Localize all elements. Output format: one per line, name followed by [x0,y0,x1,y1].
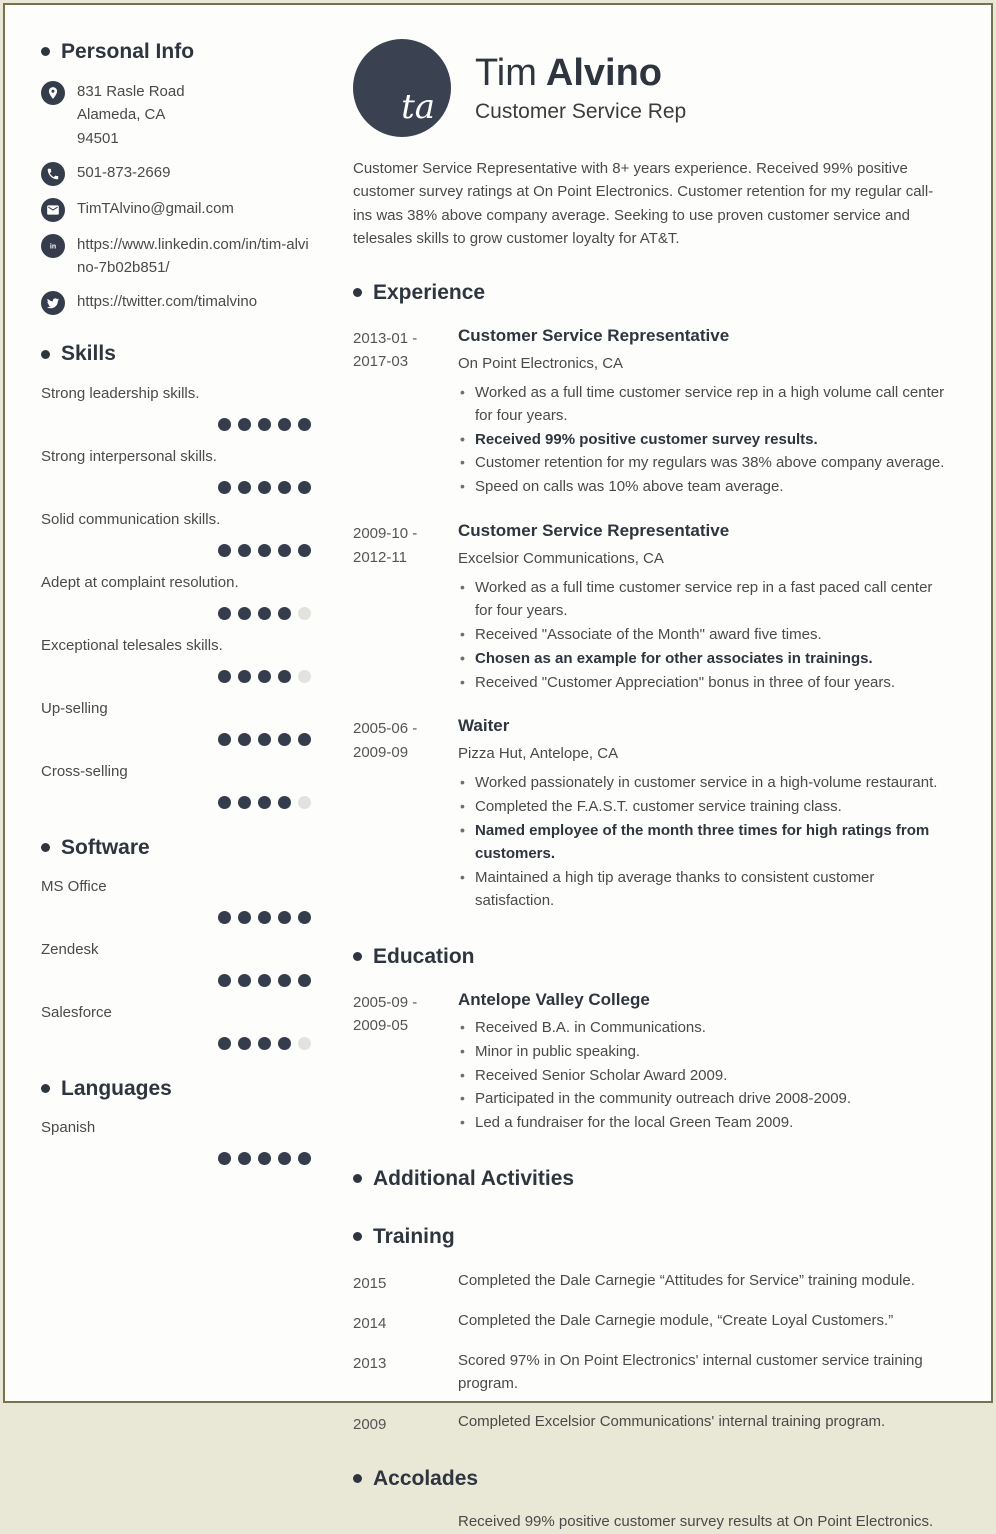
contact-item [41,161,313,186]
training-rows [353,1270,949,1437]
avatar [353,39,451,137]
contact-list [41,80,313,315]
bullet-item: • Completed the F.A.S.T. customer service training class. [458,796,949,819]
company-location: Pizza Hut, Antelope, CA [458,745,619,763]
rating-dot-filled [218,796,231,809]
rated-item-label: Adept at complaint resolution. [41,573,239,591]
rating-dot-filled [218,1152,231,1165]
contact-line: 94501 [77,129,119,147]
entry-title: Customer Service Representative [458,326,730,346]
sidebar [41,39,313,1401]
date-line: 2009-10 - [353,525,418,543]
rating-dot-filled [238,1152,251,1165]
contact-line: 501-873-2669 [77,163,171,181]
contact-item [41,290,313,315]
bullet-item: • Speed on calls was 10% above team average. [458,476,949,499]
section-heading-label: Personal Info [61,40,195,63]
rating-dot-filled [218,481,231,494]
rating-dots [41,733,313,746]
rating-dot-filled [218,670,231,683]
bullet-item: • Worked passionately in customer service in a high-volume restaurant. [458,772,949,795]
rating-dots [41,911,313,924]
bullet-item: • Chosen as an example for other associates in trainings. [458,648,949,671]
rated-item [41,383,313,431]
entry-body [458,520,949,695]
rated-item-label: Solid communication skills. [41,510,221,528]
bullet-item: • Minor in public speaking. [458,1041,949,1064]
rated-item-label: Cross-selling [41,762,128,780]
rating-dot-filled [258,911,271,924]
section-heading-label: Experience [373,281,486,304]
rating-dot-filled [278,974,291,987]
email-icon [41,198,65,222]
bullet-item: • Received 99% positive customer survey results. [458,429,949,452]
additional-activities-section [353,1166,949,1194]
rating-dot-empty [298,796,311,809]
accolades-text: Received 99% positive customer survey results at On Point Electronics. [458,1513,934,1531]
rating-dot-filled [258,733,271,746]
bullet-item: • Named employee of the month three times for high ratings from customers. [458,820,949,866]
rating-dot-filled [278,544,291,557]
rated-item-label: Zendesk [41,940,99,958]
bullet-list [458,382,949,500]
section-bullet-icon [41,1084,50,1093]
languages-heading [41,1076,313,1101]
personal-info-section [41,39,313,315]
training-year: 2009 [353,1415,387,1433]
date-line: 2012-11 [353,548,407,566]
section-bullet-icon [353,288,362,297]
entry-title: Customer Service Representative [458,521,730,541]
rating-dot-filled [238,607,251,620]
rating-dot-filled [238,418,251,431]
rating-dot-filled [258,974,271,987]
first-name: Tim [475,51,537,94]
education-heading [353,944,949,969]
section-heading-label: Additional Activities [373,1167,575,1191]
contact-line: https://twitter.com/timalvino [77,293,258,311]
date-line: 2005-09 - [353,993,418,1011]
section-bullet-icon [353,1174,362,1183]
rated-item-label: Strong interpersonal skills. [41,447,217,465]
svg-text:in: in [49,243,57,251]
rating-dot-filled [278,481,291,494]
accolades-heading [353,1466,949,1491]
section-bullet-icon [353,952,362,961]
training-entry [353,1350,949,1396]
contact-item [41,80,313,150]
contact-line: TimTAlvino@gmail.com [77,199,234,217]
entry-title: Waiter [458,716,510,736]
rated-item-label: Strong leadership skills. [41,384,200,402]
person-name [475,52,686,96]
dated-entry [353,989,949,1137]
section-heading-label: Education [373,944,475,968]
main-column [353,39,949,1531]
phone-icon [41,162,65,186]
bullet-item: • Received "Customer Appreciation" bonus in three of four years. [458,672,949,695]
contact-text [77,290,257,315]
accolades-section [353,1466,949,1534]
date-range [353,989,458,1137]
skills-heading [41,341,313,366]
date-line: 2009-05 [353,1016,409,1034]
rating-dot-filled [298,733,311,746]
section-heading-label: Software [61,835,150,859]
contact-line: https://www.linkedin.com/in/tim-alvino-7b02b851/ [77,235,309,277]
rating-dot-filled [258,1037,271,1050]
languages-section [41,1076,313,1165]
contact-line: 831 Rasle Road [77,83,185,101]
rating-dot-filled [218,1037,231,1050]
section-bullet-icon [41,350,50,359]
rating-dots [41,974,313,987]
rating-dot-filled [298,481,311,494]
company-location: On Point Electronics, CA [458,355,624,373]
date-range [353,520,458,695]
education-entries [353,989,949,1137]
software-list [41,876,313,1050]
rated-item [41,876,313,924]
rating-dot-filled [278,607,291,620]
training-year: 2013 [353,1355,387,1372]
bullet-item: • Received "Associate of the Month" award five times. [458,624,949,647]
dated-entry [353,715,949,913]
dated-entry [353,325,949,500]
bullet-item: • Participated in the community outreach drive 2008-2009. [458,1088,949,1111]
rating-dot-filled [238,796,251,809]
rating-dot-filled [278,418,291,431]
education-section [353,944,949,1137]
skills-list [41,383,313,809]
contact-item [41,197,313,222]
rating-dot-filled [258,481,271,494]
skills-section [41,341,313,808]
section-bullet-icon [353,1474,362,1483]
rating-dot-filled [298,974,311,987]
rated-item-label: Spanish [41,1119,96,1136]
section-bullet-icon [41,47,50,56]
rating-dot-filled [258,1152,271,1165]
rating-dot-empty [298,1037,311,1050]
last-name: Alvino [545,51,663,94]
rating-dot-filled [278,796,291,809]
section-bullet-icon [353,1232,362,1241]
training-entry [353,1310,949,1335]
training-entry [353,1270,949,1295]
rated-item-label: Salesforce [41,1003,112,1021]
rating-dot-filled [278,1152,291,1165]
section-bullet-icon [41,843,50,852]
languages-list [41,1117,313,1165]
date-line: 2017-03 [353,353,409,371]
rated-item [41,1117,313,1165]
rated-item [41,698,313,746]
rated-item-label: Exceptional telesales skills. [41,636,223,654]
section-heading-label: Accolades [373,1467,479,1491]
bullet-item: • Received Senior Scholar Award 2009. [458,1065,949,1088]
training-text: Scored 97% in On Point Electronics' internal customer service training program. [458,1352,923,1392]
rating-dots [41,1152,313,1165]
rated-item [41,635,313,683]
training-text: Completed the Dale Carnegie “Attitudes for Service” training module. [458,1271,915,1289]
location-pin-icon [41,81,65,105]
rating-dot-filled [238,544,251,557]
entry-title: Antelope Valley College [458,989,650,1009]
date-line: 2009-09 [353,743,409,761]
rating-dots [41,481,313,494]
rating-dot-filled [238,1037,251,1050]
rating-dot-filled [238,733,251,746]
training-section [353,1224,949,1436]
rating-dot-filled [218,974,231,987]
rating-dot-filled [298,418,311,431]
rating-dot-filled [218,607,231,620]
section-heading-label: Training [373,1225,455,1249]
rating-dot-filled [298,911,311,924]
contact-text [77,197,234,222]
date-line: 2005-06 - [353,720,418,738]
rating-dot-filled [298,1152,311,1165]
bullet-item: • Customer retention for my regulars was 38% above company average. [458,452,949,475]
rating-dot-filled [258,670,271,683]
rating-dot-empty [298,607,311,620]
rating-dot-filled [238,670,251,683]
entry-body [458,325,949,500]
twitter-icon [41,291,65,315]
date-range [353,715,458,913]
rating-dots [41,418,313,431]
rating-dot-filled [218,418,231,431]
rating-dot-filled [278,911,291,924]
software-heading [41,835,313,860]
rated-item [41,761,313,809]
training-entry [353,1411,949,1436]
training-text: Completed the Dale Carnegie module, “Create Loyal Customers.” [458,1311,894,1329]
resume-header [353,39,949,137]
rating-dot-filled [258,544,271,557]
bullet-list [458,772,949,913]
rated-item [41,446,313,494]
contact-text [77,233,313,280]
rating-dot-filled [278,733,291,746]
bullet-item: • Led a fundraiser for the local Green Team 2009. [458,1112,949,1135]
rating-dot-filled [218,544,231,557]
training-year: 2014 [353,1314,387,1332]
rating-dot-filled [238,974,251,987]
bullet-item: • Received B.A. in Communications. [458,1017,949,1040]
software-section [41,835,313,1050]
job-title: Customer Service Rep [475,100,687,124]
rating-dots [41,796,313,809]
summary-paragraph: Customer Service Representative with 8+ years experience. Received 99% positive customer survey ratings at On Point Electronics. Customer retention for my regular call-ins was 38% above company average. Seeking to use proven customer service and telesales skills to grow customer loyalty for AT&T. [353,160,934,247]
date-range [353,325,458,500]
contact-text [77,80,185,150]
date-line: 2013-01 - [353,330,418,348]
training-year: 2015 [353,1274,387,1292]
experience-section [353,280,949,914]
rating-dot-filled [278,670,291,683]
rating-dot-filled [238,481,251,494]
linkedin-icon [41,234,65,258]
rated-item-label: MS Office [41,877,107,895]
rating-dot-filled [218,911,231,924]
rating-dot-filled [258,418,271,431]
rating-dot-empty [298,670,311,683]
rating-dots [41,544,313,557]
rating-dot-filled [218,733,231,746]
bullet-list [458,577,949,695]
avatar-initials: ta [401,87,435,127]
rating-dots [41,607,313,620]
rating-dots [41,1037,313,1050]
bullet-list [458,1017,949,1136]
entry-body [458,989,949,1137]
rated-item [41,572,313,620]
training-heading [353,1224,949,1249]
rating-dot-filled [278,1037,291,1050]
personal-info-heading [41,39,313,64]
rated-item-label: Up-selling [41,699,108,717]
section-heading-label: Skills [61,342,116,366]
bullet-item: • Worked as a full time customer service rep in a fast paced call center for four years. [458,577,949,623]
experience-heading [353,280,949,305]
rated-item [41,939,313,987]
rating-dot-filled [258,796,271,809]
contact-text [77,161,170,186]
entry-body [458,715,949,913]
rating-dot-filled [258,607,271,620]
resume-page [3,3,993,1531]
bullet-item: • Worked as a full time customer service rep in a high volume call center for four years. [458,382,949,428]
rating-dot-filled [298,544,311,557]
name-block [475,52,686,125]
experience-entries [353,325,949,913]
rated-item [41,1002,313,1050]
training-text: Completed Excelsior Communications' internal training program. [458,1412,886,1430]
contact-line: Alameda, CA [77,106,166,124]
dated-entry [353,520,949,695]
contact-item [41,233,313,280]
rated-item [41,509,313,557]
additional-activities-heading [353,1166,949,1191]
company-location: Excelsior Communications, CA [458,550,664,568]
bullet-item: • Maintained a high tip average thanks to consistent customer satisfaction. [458,867,949,913]
rating-dots [41,670,313,683]
rating-dot-filled [238,911,251,924]
section-heading-label: Languages [61,1076,172,1100]
